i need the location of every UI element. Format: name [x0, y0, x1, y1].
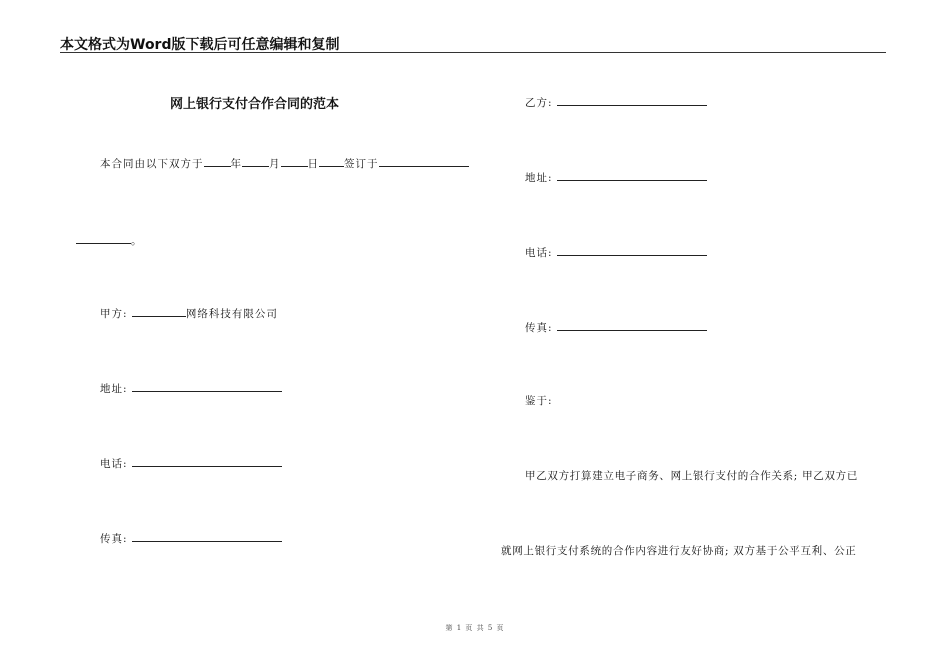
party-a-name-blank	[132, 304, 186, 317]
party-a-label: 甲方:	[100, 308, 128, 320]
party-a-address-label: 地址:	[100, 383, 128, 395]
party-b-fax-blank	[557, 318, 707, 331]
party-b-address-label: 地址:	[525, 172, 553, 184]
party-a-address-blank	[132, 379, 282, 392]
party-a-phone-line	[100, 454, 282, 471]
party-a-fax-label: 传真:	[100, 533, 128, 545]
intro-line	[100, 154, 469, 171]
intro-prefix: 本合同由以下双方于	[100, 158, 204, 170]
party-a-fax-blank	[132, 529, 282, 542]
party-a-company-suffix: 网络科技有限公司	[185, 308, 278, 320]
page-number: 第 1 页 共 5 页	[445, 624, 505, 632]
party-a-phone-label: 电话:	[100, 458, 128, 470]
document-header-title: 本文格式为Word版下载后可任意编辑和复制	[60, 37, 340, 53]
party-b-phone-blank	[557, 243, 707, 256]
party-b-address-blank	[557, 168, 707, 181]
party-a-fax-line	[100, 529, 282, 546]
party-b-fax-label: 传真:	[525, 322, 553, 334]
signed-at-label: 签订于	[344, 158, 379, 170]
party-b-fax-line	[525, 318, 707, 335]
party-a-phone-blank	[132, 454, 282, 467]
party-b-phone-label: 电话:	[525, 247, 553, 259]
day-label: 日	[307, 158, 319, 170]
place-blank-continued	[76, 231, 131, 244]
header-divider	[60, 52, 886, 53]
party-b-address-line	[525, 168, 707, 185]
party-a-line	[100, 304, 278, 321]
day-blank	[281, 154, 308, 167]
whereas-paragraph-line-2: 就网上银行支付系统的合作内容进行友好协商; 双方基于公平互利、公正	[501, 545, 857, 557]
intro-continuation	[76, 231, 143, 248]
party-b-label: 乙方:	[525, 97, 553, 109]
place-blank	[379, 154, 469, 167]
whereas-label: 鉴于:	[525, 395, 553, 407]
year-blank	[204, 154, 231, 167]
month-blank	[242, 154, 269, 167]
party-b-phone-line	[525, 243, 707, 260]
time-blank	[319, 154, 344, 167]
contract-title: 网上银行支付合作合同的范本	[170, 97, 340, 112]
whereas-paragraph-line-1: 甲乙双方打算建立电子商务、网上银行支付的合作关系; 甲乙双方已	[525, 470, 859, 482]
intro-end-mark: 。	[131, 235, 143, 247]
year-label: 年	[230, 158, 242, 170]
party-b-line	[525, 93, 707, 110]
party-b-name-blank	[557, 93, 707, 106]
month-label: 月	[269, 158, 281, 170]
party-a-address-line	[100, 379, 282, 396]
